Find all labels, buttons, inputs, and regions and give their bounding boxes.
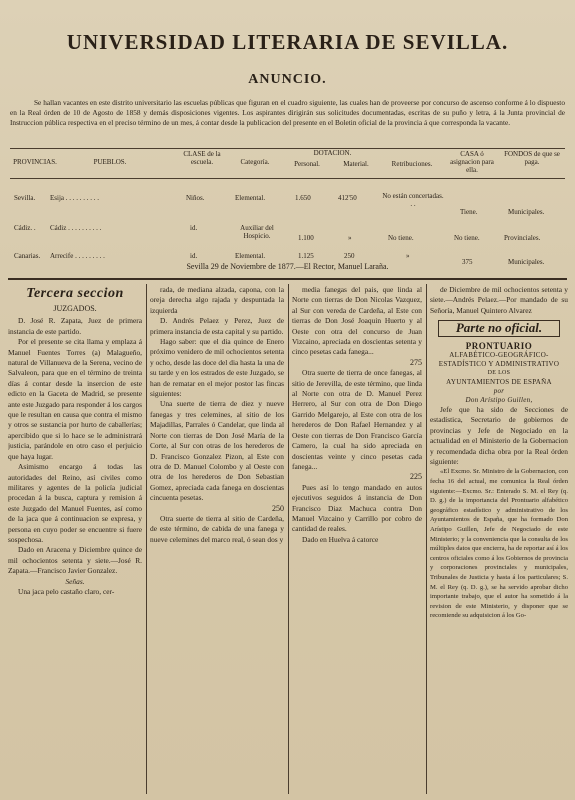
row1-casa: Tiene. [460,208,478,216]
col2-para-1: rada, de mediana alzada, capona, con la oreja derecha algo rajada y despuntada la izquierda [150,285,284,315]
announcement-heading: ANUNCIO. [248,72,327,87]
header-clase: CLASE de la escuela. [183,150,221,166]
parte-no-oficial-title: Parte no oficial. [438,320,560,336]
col1-para-3: Asimismo encargo á todas las autoridades del Reino, así civiles como militares y agentes de la policía judicial procedan á la busca, captura y remision á este Juzgado del Manuel Fuentes, así como de la jaca que á continuacion se expresa, y persona en cuyo poder se encuentre si fuere sospechosa. [8,462,142,544]
col2-amount: 250 [272,503,284,513]
column-3 [292,285,422,795]
row3-personal: 1.125 [298,252,314,260]
prontuario-title: PRONTUARIO [465,340,533,351]
prontuario-de-los: DE LOS [487,370,511,377]
column-rule-1 [146,284,147,794]
column-4 [430,285,568,795]
header-casa: CASA ó asignacion para ella. [450,150,494,174]
tercera-seccion-title: Tercera seccion [26,286,124,301]
row3-categoria: Elemental. [235,252,266,260]
col1-para-4: Dado en Aracena y Diciembre quince de mil ochocientos setenta y siete.—José R. Zapata.—Francisco Javier Gonzalez. [8,545,142,576]
header-fondos: FONDOS de que se paga. [504,150,560,166]
row1-provincia: Sevilla. [14,194,36,202]
header-categoria: Categoría. [240,158,270,166]
row3-retribuciones: » [406,252,410,260]
row2-retribuciones: No tiene. [388,234,414,242]
col3-amount-2: 225 [410,472,422,482]
col2-para-5: Otra suerte de tierra al sitio de Cardeña, de este término, de cabida de una fanega y nueve celemines del marco real, ó sean dos y [150,513,284,544]
row1-clase: Niños. [186,194,205,202]
prontuario-subtitle: ALFABÉTICO-GEOGRÁFICO-ESTADÍSTICO Y ADMINISTRATIVO [438,351,560,369]
row2-provincia: Cádiz. . [14,224,36,232]
col4-quote: «El Excmo. Sr. Ministro de la Gobernacion, con fecha 16 del actual, me comunica la Real órden siguiente:—Excmo. Sr.: Enterado S. M. el Rey (q. D. g.) de la importancia del Prontuario alfabético geográfico estadístico y administrativo de los Ayuntamientos de España, que ha formado Don Arístipo Guillen, Jefe de Negociado de este Ministerio; y la conveniencia que la consulta de los múltiples datos que encierra, ha de reportar así á los centros oficiales como á los Gobiernos de provincia y corporaciones provinciales y municipales, Tribunales de Justicia y hasta á los particulares; S. M. el Rey (q. D. g.), se ha servido aprobar dicho importante trabajo, que el autor ha sometido á la revision de este Ministerio, y disponer que se recomiende su adquisicion á los Go- [430,468,568,620]
col3-para-3: Pues así lo tengo mandado en autos ejecutivos seguidos á instancia de Don Francisco Diaz Machuca contra Don Manuel Vizcaino y Carrillo por cobro de cantidad de reales. [292,482,422,534]
header-dotacion: DOTACION. [313,149,352,157]
header-provincias: PROVINCIAS. [13,158,57,166]
row2-clase: id. [190,224,198,232]
intro-paragraph [10,98,565,129]
senas-heading: Señas. [65,576,85,586]
row3-fondos: Municipales. [508,258,545,266]
col3-para-1: media fanegas del pais, que linda al Norte con tierras de Don Nicolas Vazquez, al Sur con vereda de Cardeña, al Este con tierras de Don José Joaquin Huerto y al Oeste con otra del concurso de Juan Vizcaino, apreciada en doscientas setenta y cinco pesetas cada fanega... [292,285,422,357]
column-rule-2 [288,284,289,794]
col2-para-2: D. Andrés Pelaez y Perez, Juez de primera instancia de esta capital y su partido. [150,316,284,336]
row1-material: 412'50 [338,194,357,202]
juzgados-heading: JUZGADOS. [53,304,97,313]
col2-para-4: Una suerte de tierra de diez y nueve fanegas y tres celemines, al sitio de los Majadillas, Parrales ó Candelar, que linda al Norte con tierras de Don José María de la Corte, al Sur con otras de los herederos de D. Francisco Gonzalez Pizon, al Este con otra de D. Manuel Colombo y al Oeste con otra de los herederos de Don Sebastian Gomez, apreciada cada fanega en doscientas cincuenta pesetas. [150,399,284,503]
row1-categoria: Elemental. [235,194,266,202]
rector-signature: Sevilla 29 de Noviembre de 1877.—El Rector, Manuel Laraña. [186,262,389,271]
row2-material: » [348,234,352,242]
prontuario-por: por [493,387,505,396]
row1-pueblo: Esija . . . . . . . . . . [50,194,99,202]
row1-personal: 1.650 [295,194,311,202]
col3-para-4: Dado en Huelva á catorce [302,534,379,544]
row2-casa: No tiene. [454,234,480,242]
row3-clase: id. [190,252,198,260]
row2-fondos: Provinciales. [504,234,541,242]
row2-personal: 1.100 [298,234,314,242]
table-header-rule [10,178,565,179]
row3-provincia: Canarias. [14,252,41,260]
row1-fondos: Municipales. [508,208,545,216]
masthead-title: UNIVERSIDAD LITERARIA DE SEVILLA. [66,30,509,54]
row2-pueblo: Cádiz . . . . . . . . . . [50,224,102,232]
col3-para-2: Otra suerte de tierra de once fanegas, al sitio de Jerevilla, de este término, que linda al Norte con otra de D. Manuel Perez Herrero, al Sur con otra de Don Diego Garrido Melgarejo, al Este con otra de los herederos de Don Rafael Hernandez y al Oeste con tierras de Don Francisco García Camero, la cual ha sido apreciada en doscientas veinte y cinco pesetas cada fanega... [292,368,422,471]
col1-para-2: Por el presente se cita llama y emplaza á Manuel Fuentes Torres (a) Malagueño, natural de Villanueva de la Serena, vecino de Salvaleon, para que en el término de treinta días á contar desde la insercion de este edicto en la Gaceta de Madrid, se presente ante este Juzgado para responder á los cargos que le resultan en causa que contra el mismo y otros se sustancia por hurto de caballerías; apercibido que si lo hace se le administrará justicia, parándole en otro caso el perjuicio que haya lugar. [8,337,142,461]
row3-casa: 375 [462,258,473,266]
row2-categoria: Auxiliar del Hospicio. [240,224,274,240]
header-material: Material. [343,160,369,168]
prontuario-author: Don Arístipo Guillen, [465,396,533,405]
column-rule-3 [426,284,427,794]
col2-para-3: Hago saber: que el dia quince de Enero próximo venidero de mil ochocientos setenta y ocho, desde las doce del dia hasta la una de su tarde y en los estrados de este Juzgado, se han de rematar en el mejor postor las fincas siguientes: [150,337,284,399]
section-divider [8,278,567,280]
header-pueblos: PUEBLOS. [93,158,127,166]
col1-para-1: D. José R. Zapata, Juez de primera instancia de este partido. [8,316,142,336]
column-2 [150,285,284,795]
column-1 [8,285,142,795]
col4-para-1: de Diciembre de mil ochocientos setenta y siete.—Andrés Pelaez.—Por mandado de su Señoría, Manuel Quintero Alvarez [430,285,568,315]
header-retribuciones: Retribuciones. [391,160,433,168]
col3-amount-1: 275 [410,357,422,367]
intro-text: Se hallan vacantes en este distrito universitario las escuelas públicas que figuran en el cuadro siguiente, las cuales han de proveerse por concurso de ascenso conforme á lo dispuesto en la Real órden de 10 de Agosto de 1858 y demás disposiciones vigentes. Los aspirantes dirigirán sus solicitudes documentadas, escritas de su puño y letra, á la Junta provincial de Instruccion pública respectiva en el preciso término de un mes, á contar desde la publicacion del presente en el Boletin oficial de la provincia á que corresponda la vacante. [10,98,565,128]
prontuario-ayuntamientos: AYUNTAMIENTOS DE ESPAÑA [446,378,552,387]
row1-retribuciones: No están concertadas. . . [382,192,444,208]
senas-text: Una jaca pelo castaño claro, cer- [18,586,115,596]
row3-material: 250 [344,252,355,260]
col4-body: Jefe que ha sido de Secciones de estadística, Secretario de gobiernos de provincias y Jefe de Negociado en la actualidad en el Ministerio de la Gobernacion y recomendada dicha obra por la Real órden siguiente: [430,405,568,467]
header-personal: Personal. [294,160,320,168]
row3-pueblo: Arrecife . . . . . . . . . [50,252,105,260]
